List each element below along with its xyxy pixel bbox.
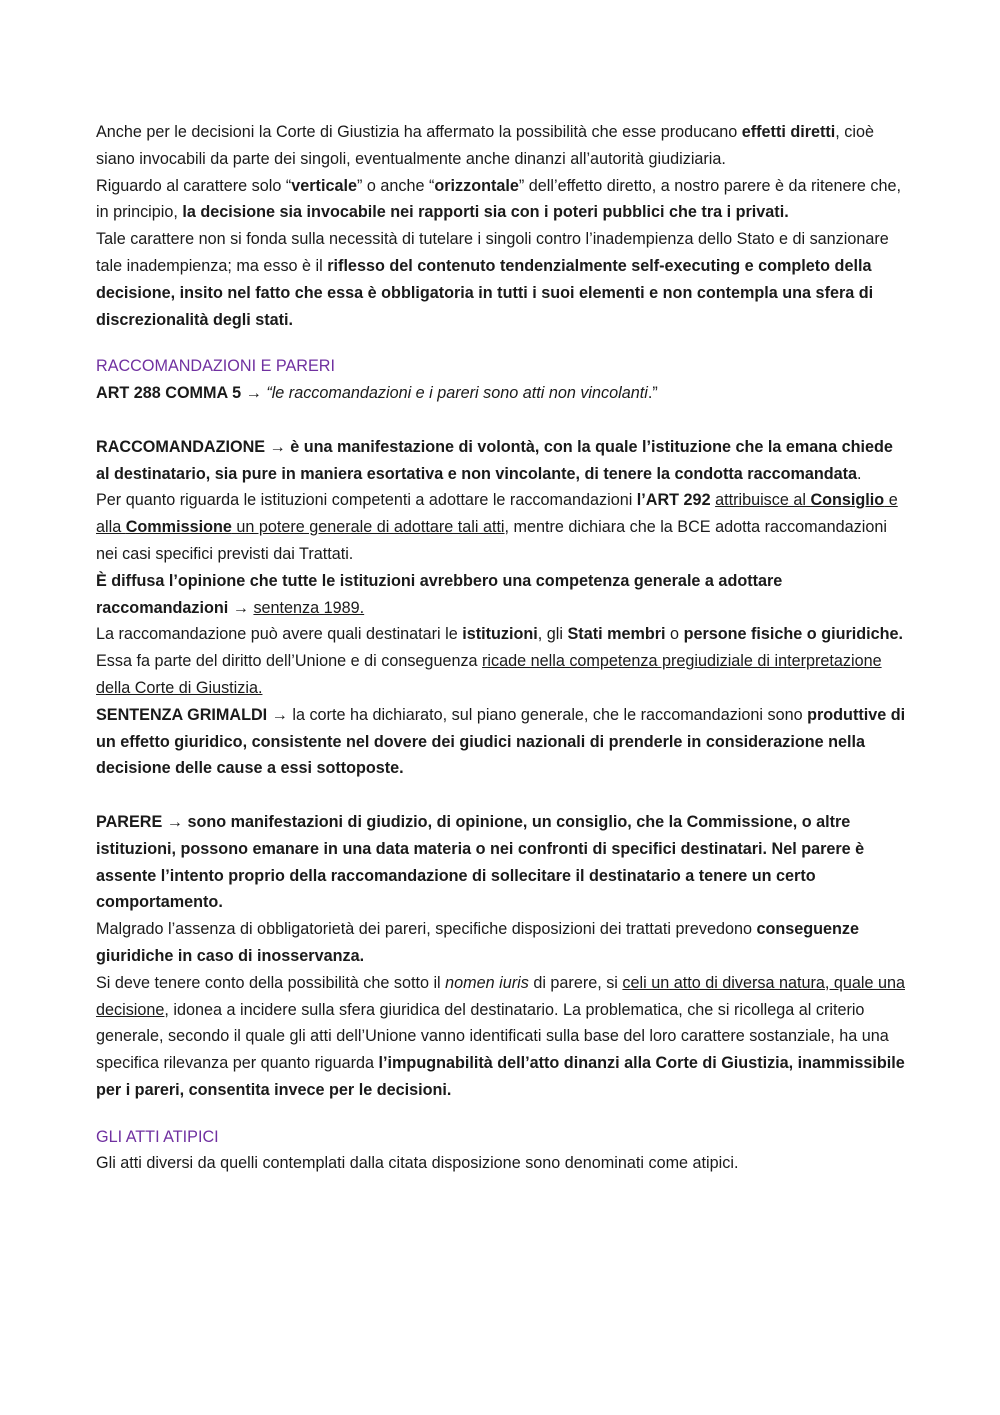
paragraph-diritto-unione: Essa fa parte del diritto dell’Unione e di conseguenza ricade nella competenza pregiudiziale di interpretazione della Corte di Giustizia. [96,652,882,697]
section-heading-atti-atipici: GLI ATTI ATIPICI [96,1127,219,1146]
paragraph-verticale-orizzontale: Riguardo al carattere solo “verticale” o anche “orizzontale” dell’effetto diretto, a nostro parere è da ritenere che, in principio, la decisione sia invocabile nei rapporti sia con i poteri pubblici che tra i privati. [96,176,902,222]
document-page [96,119,908,1177]
paragraph-atti-atipici: Gli atti diversi da quelli contemplati dalla citata disposizione sono denominati come atipici. [96,1154,739,1173]
arrow-right-icon: → [162,812,188,831]
paragraph-destinatari: La raccomandazione può avere quali destinatari le istituzioni, gli Stati membri o persone fisiche o giuridiche. [96,625,904,644]
arrow-right-icon: → [267,705,293,724]
paragraph-carattere: Tale carattere non si fonda sulla necessità di tutelare i singoli contro l’inadempienza dello Stato e di sanzionare tale inadempienza; ma esso è il riflesso del contenuto tendenzialmente self-executing e completo della decisione, insito nel fatto che essa è obbligatoria in tutti i suoi elementi e non contempla una sfera di discrezionalità degli stati. [96,230,889,329]
paragraph-art-288: ART 288 COMMA 5 → “le raccomandazioni e i pareri sono atti non vincolanti.” [96,384,658,403]
paragraph-nomen-iuris: Si deve tenere conto della possibilità che sotto il nomen iuris di parere, si celi un atto di diversa natura, quale una decisione, idonea a incidere sulla sfera giuridica del destinatario. La problematica, che si ricollega al criterio generale, secondo il quale gli atti dell’Unione vanno identificati sulla base del loro carattere sostanziale, ha una specifica rilevanza per quanto riguarda l’impugnabilità dell’atto dinanzi alla Corte di Giustizia, inammissibile per i pareri, consentita invece per le decisioni. [96,973,905,1099]
paragraph-opinione-diffusa: È diffusa l’opinione che tutte le istituzioni avrebbero una competenza generale a adottare raccomandazioni → sentenza 1989. [96,571,783,617]
arrow-right-icon: → [228,598,254,617]
section-heading-raccomandazioni: RACCOMANDAZIONI E PARERI [96,357,335,376]
arrow-right-icon: → [241,384,267,403]
paragraph-effetti-diretti: Anche per le decisioni la Corte di Giustizia ha affermato la possibilità che esse producano effetti diretti, cioè siano invocabili da parte dei singoli, eventualmente anche dinanzi all’autorità giudiziaria. [96,123,874,168]
paragraph-parere: PARERE → sono manifestazioni di giudizio, di opinione, un consiglio, che la Commissione, o altre istituzioni, possono emanare in una data materia o nei confronti di specifici destinatari. Nel parere è assente l’intento proprio della raccomandazione di sollecitare il destinatario a tenere un certo comportamento. [96,812,865,912]
paragraph-obbligatorieta: Malgrado l’assenza di obbligatorietà dei pareri, specifiche disposizioni dei trattati prevedono conseguenze giuridiche in caso di inosservanza. [96,920,860,965]
paragraph-raccomandazione: RACCOMANDAZIONE → è una manifestazione di volontà, con la quale l’istituzione che la emana chiede al destinatario, sia pure in maniera esortativa e non vincolante, di tenere la condotta raccomandata. [96,437,893,483]
arrow-right-icon: → [265,437,291,456]
paragraph-art-292: Per quanto riguarda le istituzioni competenti a adottare le raccomandazioni l’ART 292 attribuisce al Consiglio e alla Commissione un potere generale di adottare tali atti, mentre dichiara che la BCE adotta raccomandazioni nei casi specifici previsti dai Trattati. [96,491,898,563]
paragraph-sentenza-grimaldi: SENTENZA GRIMALDI → la corte ha dichiarato, sul piano generale, che le raccomandazioni sono produttive di un effetto giuridico, consistente nel dovere dei giudici nazionali di prenderle in considerazione nella decisione delle cause a essi sottoposte. [96,705,906,778]
